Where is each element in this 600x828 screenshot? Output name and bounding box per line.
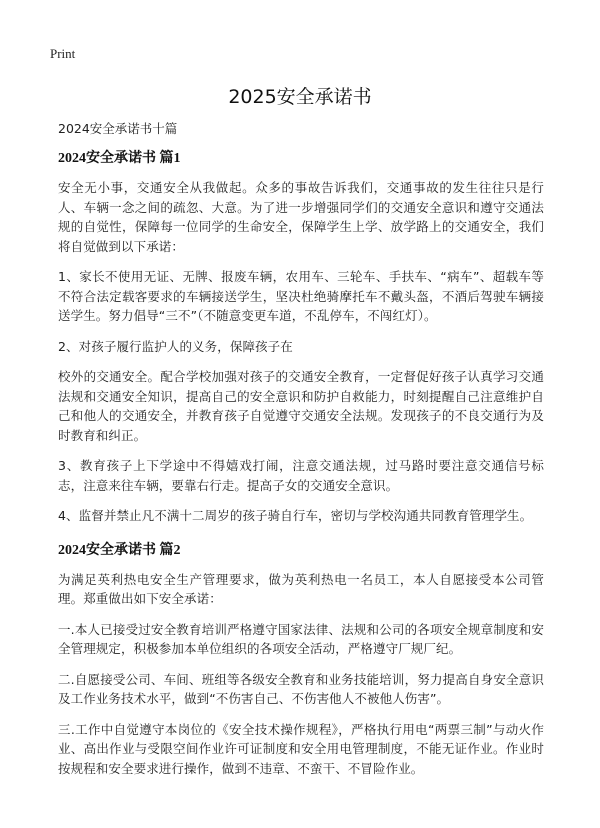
paragraph: 二.自愿接受公司、车间、班组等各级安全教育和业务技能培训，努力提高自身安全意识及工作业务技术水平，做到“不伤害自己、不伤害他人不被他人伤害”。 [58, 671, 544, 706]
paragraph: 三.工作中自觉遵守本岗位的《安全技术操作规程》，严格执行用电“两票三制”与动火作业、高出作业与受限空间作业许可证制度和安全用电管理制度，不能无证作业。作业时按规程和安全要求进行操作，做到不违章、不蛮干、不冒险作业。 [58, 721, 544, 776]
paragraph: 安全无小事，交通安全从我做起。众多的事故告诉我们，交通事故的发生往往只是行人、车辆一念之间的疏忽、大意。为了进一步增强同学们的交通安全意识和遵守交通法规的自觉性，保障每一位同学的生命安全，保障学生上学、放学路上的交通安全，我们将自觉做到以下承诺： [58, 180, 544, 254]
paragraph: 4、监督并禁止凡不满十二周岁的孩子骑自行车，密切与学校沟通共同教育管理学生。 [58, 508, 533, 523]
paragraph: 1、家长不使用无证、无牌、报废车辆，农用车、三轮车、手扶车、“病车”、超载车等不符合法定载客要求的车辆接送学生，坚决杜绝骑摩托车不戴头盔，不酒后驾驶车辆接送学生。努力倡导“三不”（不随意变更车道，不乱停车，不闯红灯）。 [58, 269, 544, 323]
paragraph: 校外的交通安全。配合学校加强对孩子的交通安全教育，一定督促好孩子认真学习交通法规和交通安全知识，提高自己的安全意识和防护自救能力，时刻提醒自己注意维护自己和他人的交通安全，并教育孩子自觉遵守交通安全法规。发现孩子的不良交通行为及时教育和纠正。 [58, 369, 544, 443]
paragraph: 2、对孩子履行监护人的义务，保障孩子在 [58, 338, 293, 354]
print-button[interactable]: Print [50, 46, 76, 61]
document-body [58, 120, 544, 789]
section-heading-1: 2024安全承诺书 篇1 [58, 151, 181, 166]
document-subtitle: 2024安全承诺书十篇 [58, 121, 178, 136]
section-heading-2: 2024安全承诺书 篇2 [58, 542, 181, 558]
page-title: 2025安全承诺书 [228, 86, 372, 108]
paragraph: 一.本人已接受过安全教育培训严格遵守国家法律、法规和公司的各项安全规章制度和安全管理规定，积极参加本单位组织的各项安全活动，严格遵守厂规厂纪。 [58, 621, 544, 656]
paragraph: 为满足英利热电安全生产管理要求，做为英利热电一名员工，本人自愿接受本公司管理。郑重做出如下安全承诺： [58, 571, 544, 606]
paragraph: 3、教育孩子上下学途中不得嬉戏打闹，注意交通法规，过马路时要注意交通信号标志，注意来往车辆，要靠右行走。提高子女的交通安全意识。 [58, 458, 544, 493]
